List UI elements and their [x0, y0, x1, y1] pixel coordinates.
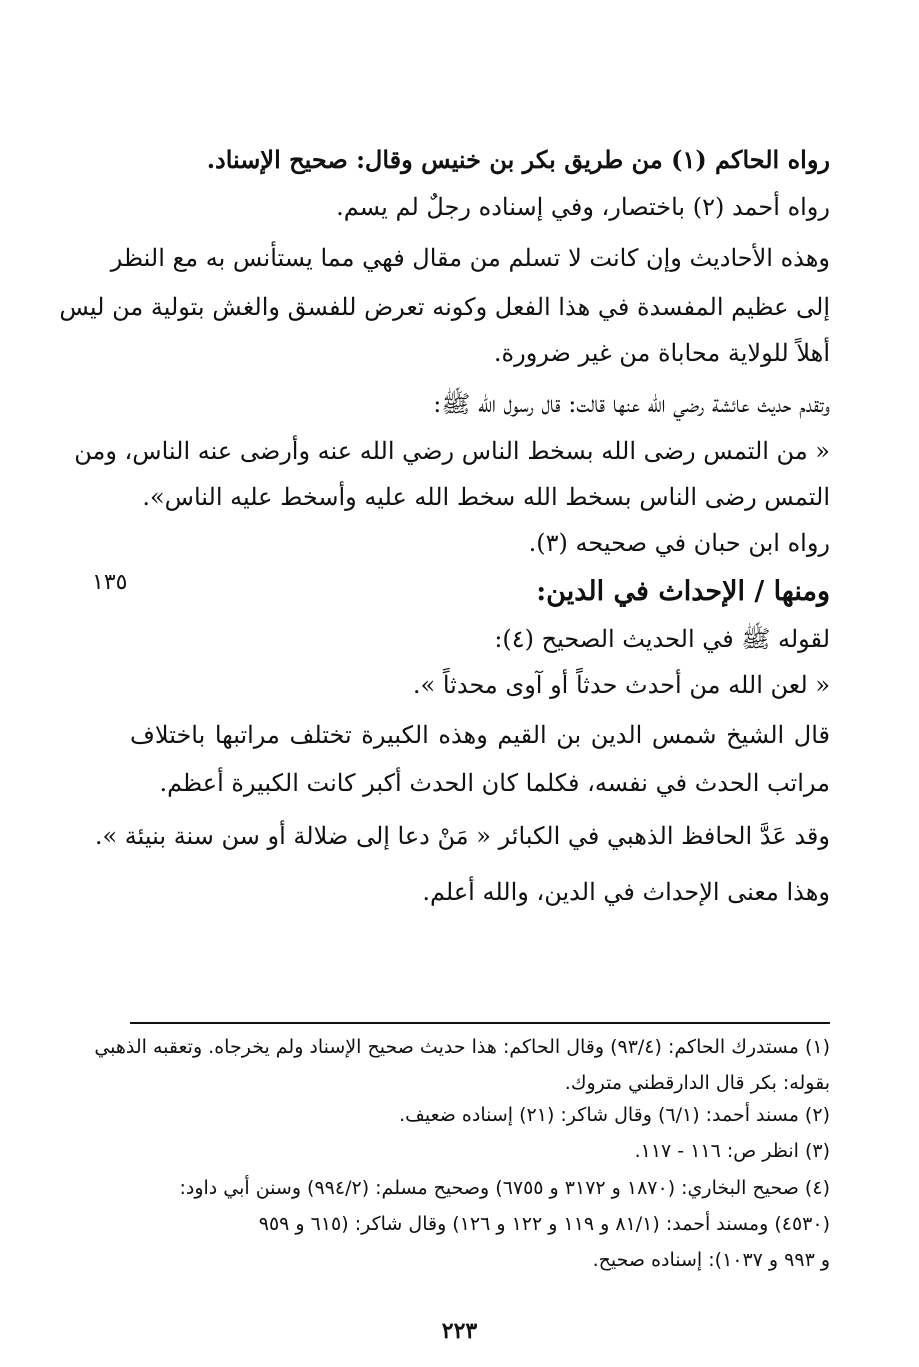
page-number: ٢٢٣	[441, 1318, 478, 1344]
text-line: قال الشيخ شمس الدين بن القيم وهذه الكبيرة تختلف مراتبها باختلاف	[130, 721, 830, 749]
footnote-line: (٤٥٣٠) ومسند أحمد: (٨١/١ و ١١٩ و ١٢٢ و ١٢٦) وقال شاكر: (٦١٥ و ٩٥٩	[258, 1213, 830, 1235]
text-line: رواه أحمد (٢) باختصار، وفي إسناده رجلٌ لم يسم.	[336, 193, 830, 221]
section-heading: ومنها / الإحداث في الدين:	[536, 576, 830, 607]
text-line: أهلاً للولاية محاباة من غير ضرورة.	[493, 339, 830, 367]
text-line: « لعن الله من أحدث حدثاً أو آوى محدثاً ».	[412, 671, 830, 699]
text-line: رواه ابن حبان في صحيحه (٣).	[528, 529, 830, 557]
text-line: « من التمس رضى الله بسخط الناس رضي الله عنه وأرضى عنه الناس، ومن	[74, 437, 830, 465]
text-line: وهذه الأحاديث وإن كانت لا تسلم من مقال فهي مما يستأنس به مع النظر	[110, 244, 830, 272]
footnote-line: بقوله: بكر قال الدارقطني متروك.	[564, 1072, 830, 1094]
text-line: إلى عظيم المفسدة في هذا الفعل وكونه تعرض للفسق والغش بتولية من ليس	[59, 293, 830, 321]
footnote-divider	[130, 1022, 830, 1024]
footnote-line: و ٩٩٣ و ١٠٣٧): إسناده صحيح.	[592, 1249, 830, 1271]
text-line: وتقدم حديث عائشة رضي الله عنها قالت: قال رسول الله ﷺ:	[433, 390, 830, 418]
footnote-line: (٢) مسند أحمد: (٦/١) وقال شاكر: (٢١) إسناده ضعيف.	[399, 1104, 830, 1126]
footnote-line: (٤) صحيح البخاري: (١٨٧٠ و ٣١٧٢ و ٦٧٥٥) وصحيح مسلم: (٩٩٤/٢) وسنن أبي داود:	[179, 1177, 830, 1199]
footnote-line: (١) مستدرك الحاكم: (٩٣/٤) وقال الحاكم: هذا حديث صحيح الإسناد ولم يخرجاه. وتعقبه الذهبي	[94, 1036, 830, 1058]
text-line: وهذا معنى الإحداث في الدين، والله أعلم.	[422, 878, 830, 906]
margin-page-number: ١٣٥	[92, 570, 128, 595]
text-line: التمس رضى الناس بسخط الله سخط الله عليه وأسخط عليه الناس».	[142, 483, 830, 511]
text-line: رواه الحاكم (١) من طريق بكر بن خنيس وقال: صحيح الإسناد.	[206, 145, 830, 174]
text-line: لقوله ﷺ في الحديث الصحيح (٤):	[494, 625, 830, 653]
footnote-line: (٣) انظر ص: ١١٦ - ١١٧.	[634, 1140, 830, 1162]
text-line: وقد عَدَّ الحافظ الذهبي في الكبائر « مَنْ دعا إلى ضلالة أو سن سنة بنيئة ».	[94, 822, 830, 850]
text-line: مراتب الحدث في نفسه، فكلما كان الحدث أكبر كانت الكبيرة أعظم.	[159, 769, 830, 797]
